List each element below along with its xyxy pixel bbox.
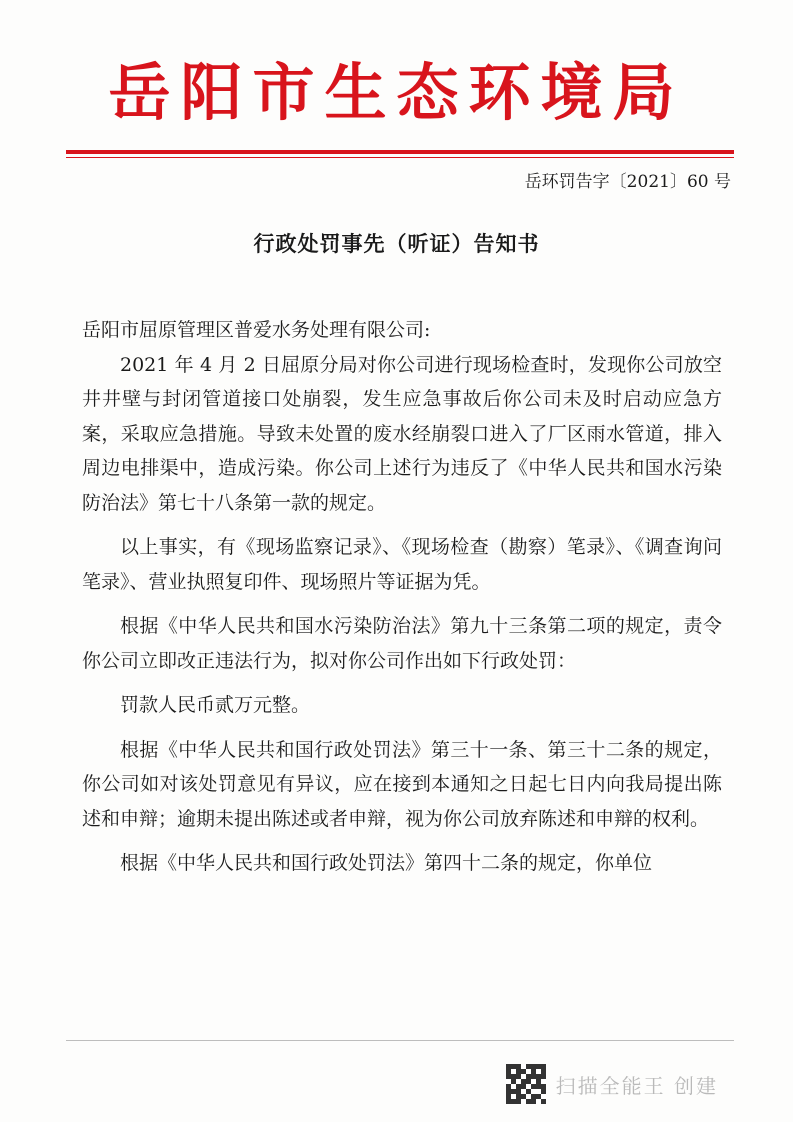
footer-divider [66, 1040, 734, 1041]
letterhead-rule-thick [66, 150, 734, 154]
watermark-text: 扫描全能王 创建 [555, 1073, 718, 1098]
document-title: 行政处罚事先（听证）告知书 [253, 232, 540, 256]
paragraph-evidence: 以上事实，有《现场监察记录》、《现场检查（勘察）笔录》、《调查询问笔录》、营业执照复印件、现场照片等证据为凭。 [82, 536, 722, 593]
document-number: 岳环罚告字〔2021〕60 号 [524, 172, 731, 192]
qr-code-icon [506, 1064, 546, 1104]
document-body [82, 313, 722, 881]
paragraph-findings: 2021 年 4 月 2 日屈原分局对你公司进行现场检查时，发现你公司放空井井壁与封闭管道接口处崩裂，发生应急事故后你公司未及时启动应急方案，采取应急措施。导致未处置的废水经崩裂口进入了厂区雨水管道，排入周边电排渠中，造成污染。你公司上述行为违反了《中华人民共和国水污染防治法》第七十八条第一款的规定。 [82, 353, 722, 514]
paragraph-penalty: 罚款人民币贰万元整。 [120, 694, 311, 716]
recipient-line: 岳阳市屈原管理区普爱水务处理有限公司: [82, 319, 431, 341]
agency-letterhead: 岳阳市生态环境局 [108, 56, 685, 129]
paragraph-rights: 根据《中华人民共和国行政处罚法》第三十一条、第三十二条的规定，你公司如对该处罚意见有异议，应在接到本通知之日起七日内向我局提出陈述和申辩；逾期未提出陈述或者申辩，视为你公司放弃陈述和申辩的权利。 [82, 738, 722, 830]
letterhead-rule-thin [66, 157, 734, 158]
paragraph-legal-basis: 根据《中华人民共和国水污染防治法》第九十三条第二项的规定，责令你公司立即改正违法行为，拟对你公司作出如下行政处罚： [82, 615, 722, 672]
scanner-watermark [506, 1064, 718, 1104]
paragraph-hearing: 根据《中华人民共和国行政处罚法》第四十二条的规定，你单位 [120, 852, 653, 874]
